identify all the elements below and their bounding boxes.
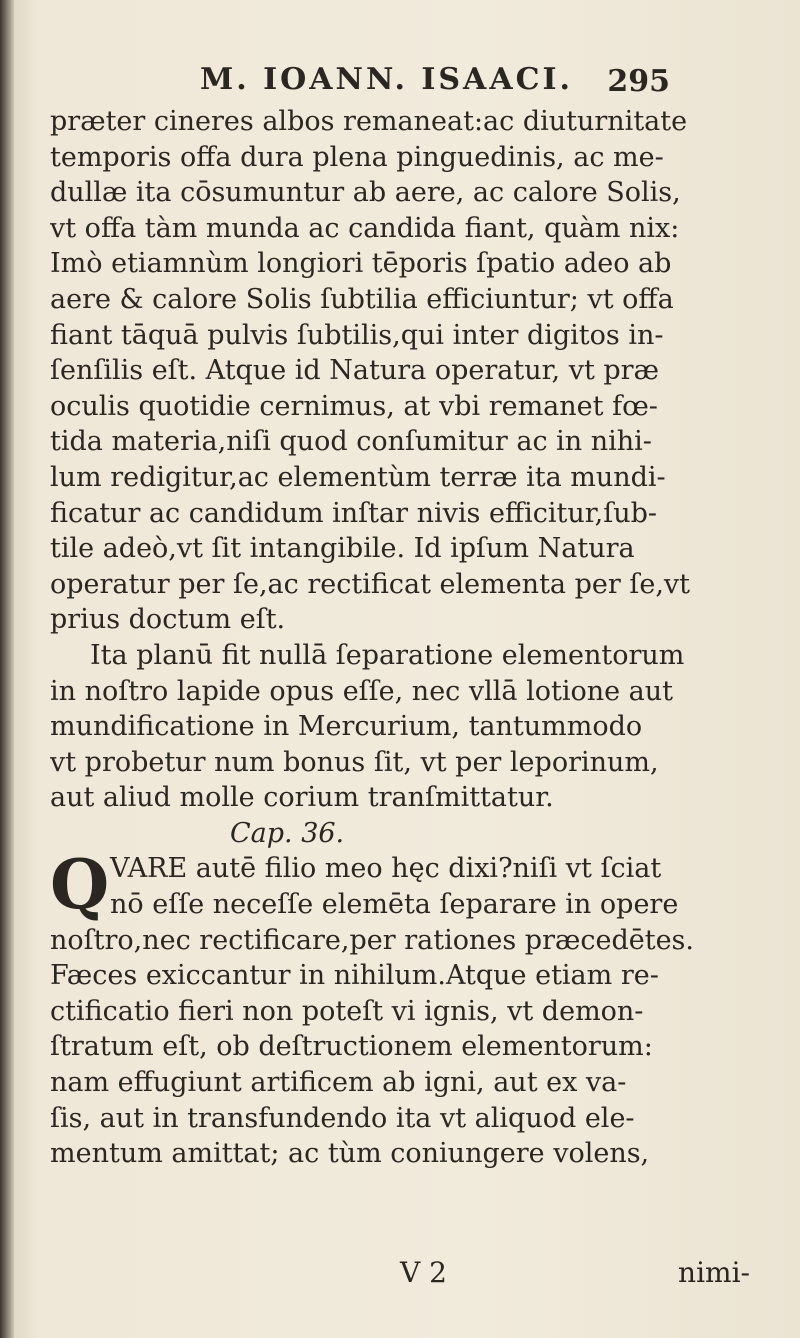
text-line: mentum amittat; ac tùm coniungere volens, [50, 1138, 650, 1170]
text-line: tile adeò,vt ſit intangibile. Id ipſum Natura [50, 533, 635, 565]
text-line: vt probetur num bonus ſit, vt per leporinum, [50, 746, 659, 778]
page-header [200, 62, 700, 102]
paragraph-3 [50, 845, 760, 1171]
text-line: vt offa tàm munda ac candida fiant, quàm nix: [50, 212, 680, 244]
text-line: aut aliud molle corium tranſmittatur. [50, 782, 554, 814]
text-line: nō eſſe neceſſe elemēta ſeparare in opere [110, 889, 679, 921]
text-line: ſtratum eſt, ob deſtructionem elementorum: [50, 1031, 653, 1063]
text-line: præter cineres albos remaneat:ac diuturnitate [50, 106, 688, 137]
text-line: mundificatione in Mercurium, tantummodo [50, 711, 643, 743]
text-line: ſis, aut in transfundendo ita vt aliquod ele- [50, 1102, 635, 1134]
text-line: Fæces exiccantur in nihilum.Atque etiam re- [50, 960, 659, 992]
text-line: ficatur ac candidum inſtar nivis efficitur,ſub- [50, 497, 658, 529]
text-block [50, 104, 760, 1172]
text-line: lum redigitur,ac elementùm terræ ita mundi- [50, 461, 666, 493]
signature-mark: V 2 [400, 1256, 447, 1289]
running-head: M. IOANN. ISAACI. [200, 62, 573, 97]
page-footer [200, 1256, 760, 1296]
page-number: 295 [607, 64, 670, 99]
text-line: VARE autē filio meo hęc dixi?niſi vt ſciat [110, 853, 662, 885]
text-line: tida materia,niſi quod conſumitur ac in nihi- [50, 426, 652, 458]
paragraph-1 [50, 104, 760, 638]
text-line: nam effugiunt artificem ab igni, aut ex va- [50, 1067, 627, 1099]
text-line: Ita planū fit nullā ſeparatione elementorum [90, 639, 685, 671]
text-line: ſenſilis eſt. Atque id Natura operatur, vt præ [50, 355, 659, 387]
text-line: noſtro,nec rectificare,per rationes præcedētes. [50, 924, 694, 956]
text-line: temporis offa dura plena pinguedinis, ac me- [50, 141, 664, 173]
chapter-heading: Cap. 36. [230, 817, 345, 849]
text-line: fiant tāquā pulvis ſubtilis,qui inter digitos in- [50, 319, 664, 351]
text-line: Imò etiamnùm longiori tēporis ſpatio adeo ab [50, 248, 672, 280]
binding-gutter [0, 0, 14, 1338]
text-line: dullæ ita cōsumuntur ab aere, ac calore Solis, [50, 177, 681, 209]
text-line: operatur per ſe,ac rectificat elementa per ſe,vt [50, 568, 691, 600]
text-line: in noſtro lapide opus eſſe, nec vllā lotione aut [50, 675, 674, 707]
drop-cap: Q [50, 845, 110, 926]
paragraph-2 [50, 638, 760, 816]
text-line: prius doctum eſt. [50, 604, 286, 636]
text-line: oculis quotidie cernimus, at vbi remanet fœ- [50, 390, 658, 422]
text-line: aere & calore Solis ſubtilia efficiuntur; vt offa [50, 283, 674, 315]
catchword: nimi- [678, 1256, 750, 1289]
text-line: ctificatio fieri non poteſt vi ignis, vt demon- [50, 995, 644, 1027]
